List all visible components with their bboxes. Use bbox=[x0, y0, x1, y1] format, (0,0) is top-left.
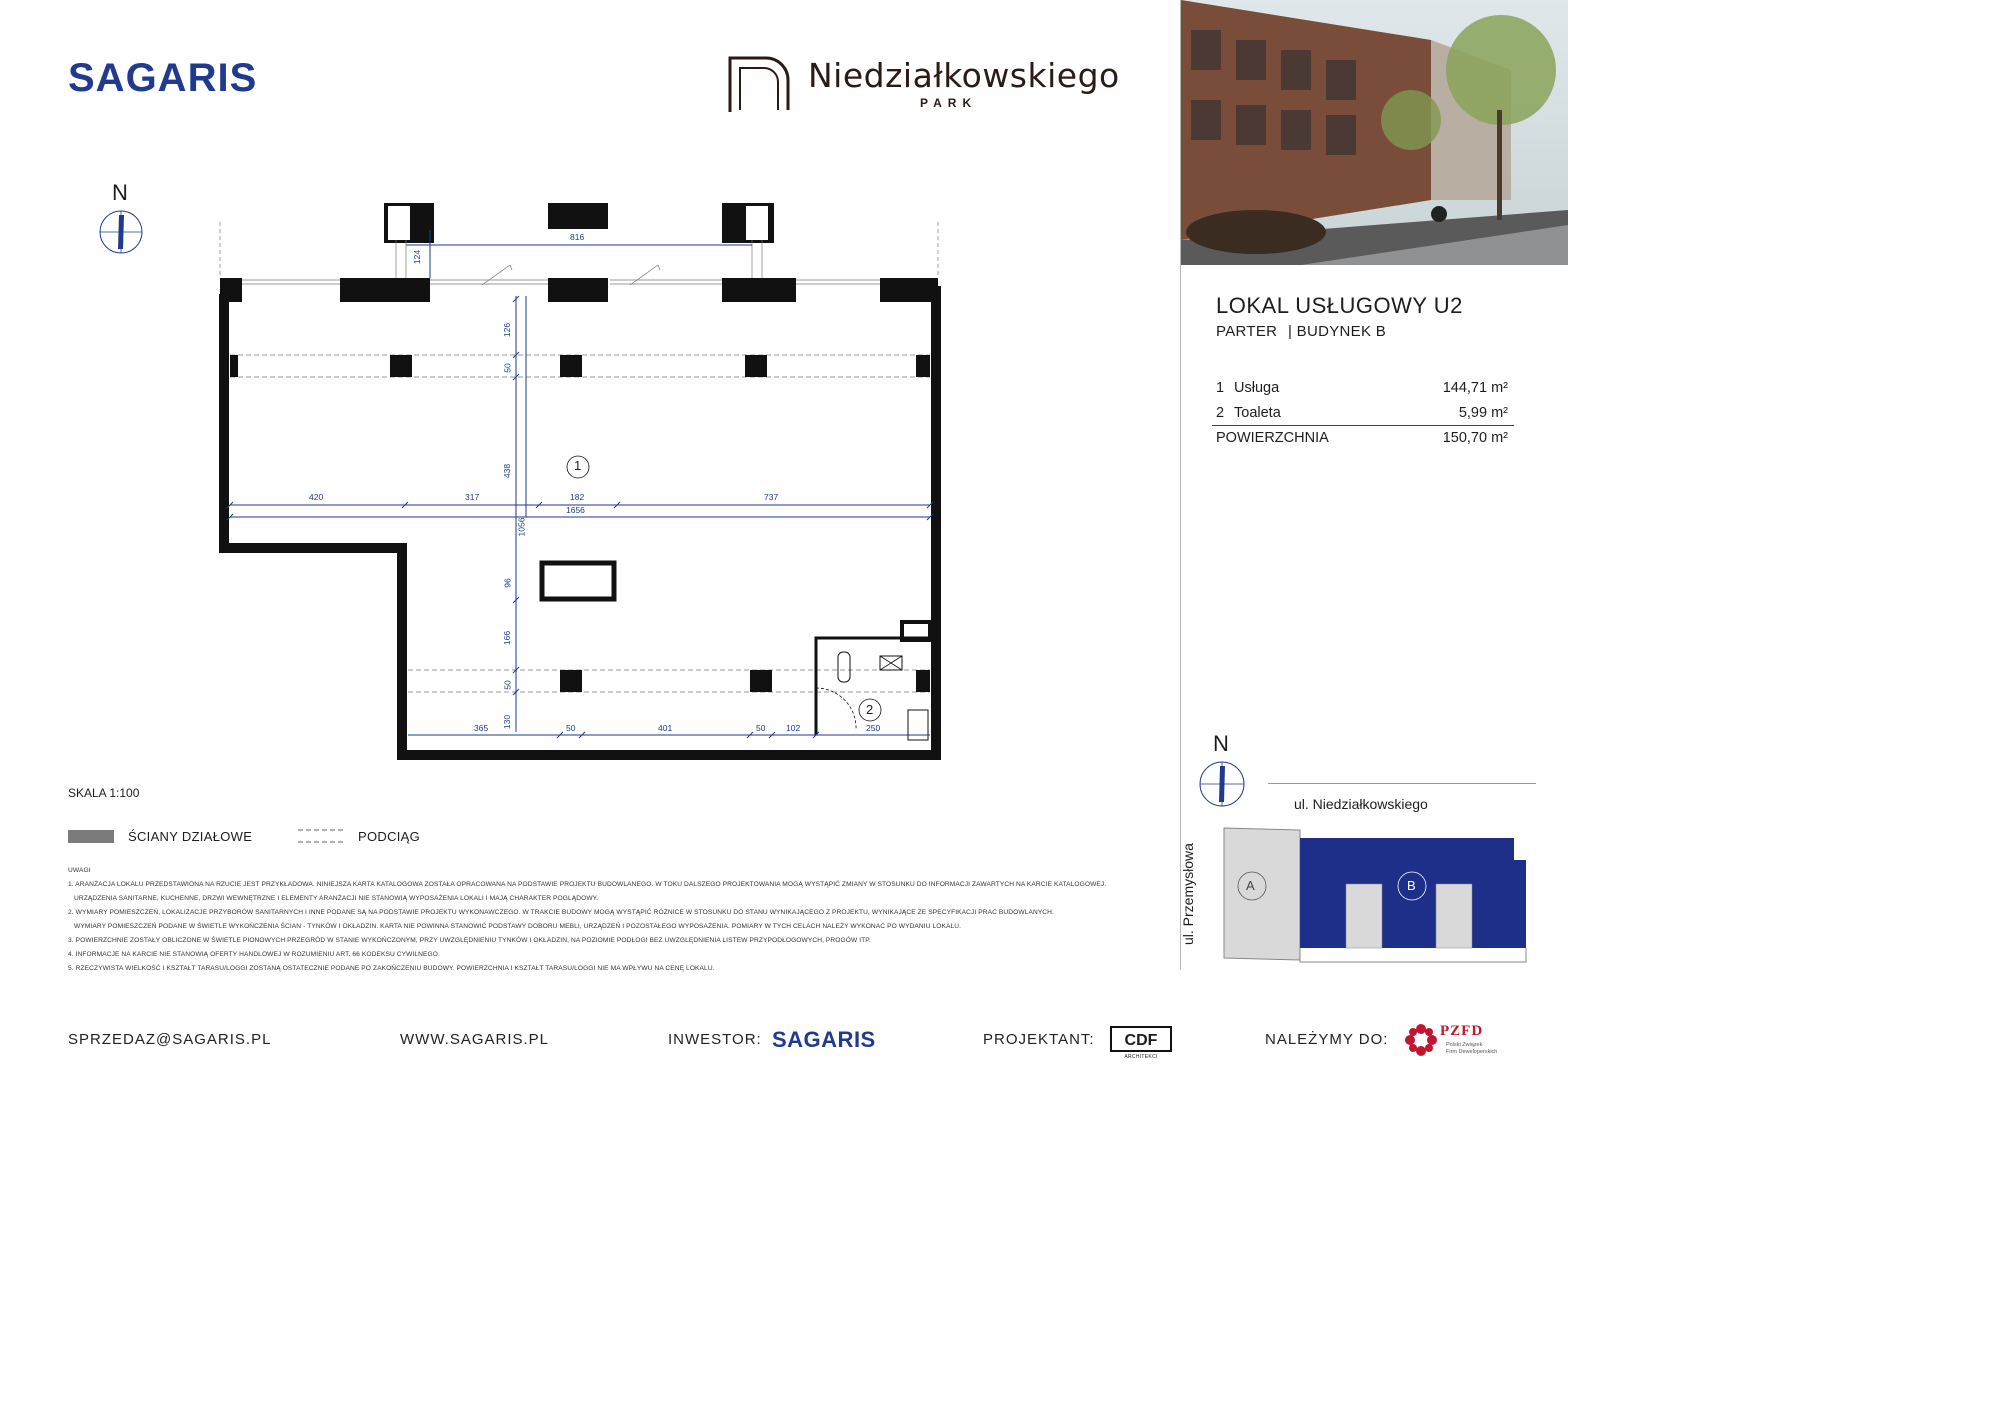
building-a-label: A bbox=[1246, 878, 1255, 893]
project-name: Niedziałkowskiego bbox=[808, 56, 1120, 95]
compass-label: N bbox=[112, 180, 128, 205]
dim-317: 317 bbox=[465, 492, 480, 502]
room-row bbox=[1216, 380, 1508, 396]
designer-logo-sub: ARCHITEKCI bbox=[1124, 1054, 1158, 1060]
note-line: WYMIARY POMIESZCZEŃ PODANE W ŚWIETLE WYKOŃCZENIA ŚCIAN - TYNKÓW I OKŁADZIN. KARTA NIE POWINNA STANOWIĆ PODSTAWY DOBORU MEBLI, URZĄDZEŃ I POZOSTAŁEGO WYPOSAŻENIA. POMIARY W TYCH CELACH NALEŻY WYKONAĆ PO WYDANIU LOKALU. bbox=[74, 923, 962, 930]
dim-816: 816 bbox=[570, 232, 585, 242]
dim-737: 737 bbox=[764, 492, 779, 502]
project-sub: PARK bbox=[920, 96, 978, 110]
investor-label: INWESTOR: bbox=[668, 1031, 762, 1048]
room-name: Toaleta bbox=[1234, 405, 1281, 421]
site-compass-label: N bbox=[1213, 731, 1229, 756]
footer-website-link[interactable]: WWW.SAGARIS.PL bbox=[400, 1031, 550, 1048]
scale-label: SKALA 1:100 bbox=[68, 786, 140, 800]
unit-title: LOKAL USŁUGOWY U2 bbox=[1216, 293, 1463, 318]
note-line: 3. POWIERZCHNIE ZOSTAŁY OBLICZONE W ŚWIETLE PIONOWYCH PRZEGRÓD W STANIE WYKOŃCZONYM, PRZY UWZGLĘDNIENIU TYNKÓW I OKŁADZIN, NA POZIOMIE PODŁOGI BEZ UWZGLĘDNIENIA LISTEW PRZYPODŁOGOWYCH, PROGÓW ITP. bbox=[68, 937, 871, 944]
pzfd-flower-icon bbox=[1404, 1023, 1438, 1057]
dim-50d: 50 bbox=[756, 723, 766, 733]
designer-logo: CDF bbox=[1110, 1026, 1172, 1052]
dim-250: 250 bbox=[866, 723, 881, 733]
note-line: 1. ARANŻACJA LOKALU PRZEDSTAWIONA NA RZUCIE JEST PRZYKŁADOWA. NINIEJSZA KARTA KATALOGOWA ZOSTAŁA OPRACOWANA NA PODSTAWIE PROJEKTU BUDOWLANEGO. W TOKU DALSZEGO PROJEKTOWANIA MOGĄ WYSTĄPIĆ ZMIANY W STOSUNKU DO INFORMACJI ZAWARTYCH NA KARCIE KATALOGOWEJ. bbox=[68, 881, 1107, 888]
dim-130: 130 bbox=[502, 714, 513, 730]
room-number: 2 bbox=[1216, 405, 1225, 421]
note-line: 2. WYMIARY POMIESZCZEŃ, LOKALIZACJE PRZYBORÓW SANITARNYCH I INNE PODANE SĄ NA PODSTAWIE PROJEKTU WYKONAWCZEGO. W TRAKCIE BUDOWY MOGĄ WYSTĄPIĆ RÓŻNICE W STOSUNKU DO STANU WYNIKAJĄCEGO Z PROJEKTU, WYNIKAJĄCE ZE SPECYFIKACJI PRAC BUDOWLANYCH. bbox=[68, 909, 1054, 916]
total-row bbox=[1216, 430, 1508, 446]
room-2-label: 2 bbox=[866, 702, 874, 717]
building-render-image bbox=[1181, 0, 1568, 265]
building-b-label: B bbox=[1407, 878, 1416, 893]
legend-beam-label: PODCIĄG bbox=[358, 829, 421, 844]
street-line bbox=[1268, 783, 1536, 784]
member-logo-sub bbox=[1446, 1042, 1497, 1056]
member-logo: PZFD bbox=[1440, 1023, 1484, 1039]
room-row bbox=[1216, 405, 1508, 421]
dim-438: 438 bbox=[502, 463, 513, 479]
room-1-label: 1 bbox=[574, 458, 582, 473]
street-name-top: ul. Niedziałkowskiego bbox=[1294, 796, 1428, 812]
brand-logo: SAGARIS bbox=[68, 56, 258, 100]
note-line: 5. RZECZYWISTA WIELKOŚĆ I KSZTAŁT TARASU/LOGGI ZOSTANĄ OSTATECZNIE PODANE PO ZAKOŃCZENIU BUDOWY. POWIERZCHNIA I KSZTAŁT TARASU/LOGGI NIE MA WPŁYWU NA CENĘ LOKALU. bbox=[68, 965, 715, 972]
dim-50b: 50 bbox=[502, 680, 513, 690]
room-area: 144,71 m² bbox=[1442, 380, 1508, 396]
street-name-left: ul. Przemysłowa bbox=[1180, 843, 1196, 945]
legend-wall-swatch bbox=[68, 830, 114, 843]
dim-420: 420 bbox=[309, 492, 324, 502]
legend-walls-label: ŚCIANY DZIAŁOWE bbox=[128, 829, 253, 844]
dim-124: 124 bbox=[412, 249, 423, 265]
dim-50c: 50 bbox=[566, 723, 576, 733]
site-plan-map bbox=[1214, 820, 1550, 970]
member-sub-line: Polski Związek bbox=[1446, 1042, 1483, 1048]
floor-plan bbox=[200, 190, 960, 770]
note-line: URZĄDZENIA SANITARNE, KUCHENNE, DRZWI WEWNĘTRZNE I ELEMENTY ARANŻACJI NIE STANOWIĄ WYPOSAŻENIA LOKALI I MAJĄ CHARAKTER POGLĄDOWY. bbox=[74, 895, 599, 902]
project-logo-mark bbox=[726, 52, 792, 112]
dim-102: 102 bbox=[786, 723, 801, 733]
site-compass-icon bbox=[1198, 760, 1246, 808]
unit-floor: PARTER bbox=[1216, 323, 1278, 340]
member-sub-line: Firm Deweloperskich bbox=[1446, 1049, 1498, 1055]
dim-182: 182 bbox=[570, 492, 585, 502]
note-line: 4. INFORMACJE NA KARCIE NIE STANOWIĄ OFERTY HANDLOWEJ W ROZUMIENIU ART. 66 KODEKSU CYWILNEGO. bbox=[68, 951, 440, 958]
unit-building: | BUDYNEK B bbox=[1288, 323, 1387, 340]
compass-icon bbox=[98, 209, 144, 255]
dim-166: 166 bbox=[502, 630, 513, 646]
dim-126: 126 bbox=[502, 322, 513, 338]
investor-logo: SAGARIS bbox=[772, 1027, 876, 1052]
room-name: Usługa bbox=[1234, 380, 1280, 396]
table-divider bbox=[1212, 425, 1514, 426]
member-label: NALEŻYMY DO: bbox=[1265, 1031, 1389, 1048]
total-area: 150,70 m² bbox=[1442, 430, 1508, 446]
designer-label: PROJEKTANT: bbox=[983, 1031, 1095, 1048]
dim-365: 365 bbox=[474, 723, 489, 733]
notes-title: UWAGI bbox=[68, 867, 91, 874]
dim-50a: 50 bbox=[502, 363, 513, 373]
notes-block bbox=[68, 864, 1148, 976]
dim-1656: 1656 bbox=[566, 505, 585, 515]
room-area: 5,99 m² bbox=[1458, 405, 1508, 421]
dim-96: 96 bbox=[502, 578, 513, 588]
total-label: POWIERZCHNIA bbox=[1216, 430, 1329, 446]
dim-401: 401 bbox=[658, 723, 673, 733]
room-number: 1 bbox=[1216, 380, 1225, 396]
dim-1056: 1056 bbox=[516, 517, 527, 537]
legend-beam-swatch bbox=[298, 826, 344, 846]
footer-email-link[interactable]: SPRZEDAZ@SAGARIS.PL bbox=[68, 1031, 272, 1048]
